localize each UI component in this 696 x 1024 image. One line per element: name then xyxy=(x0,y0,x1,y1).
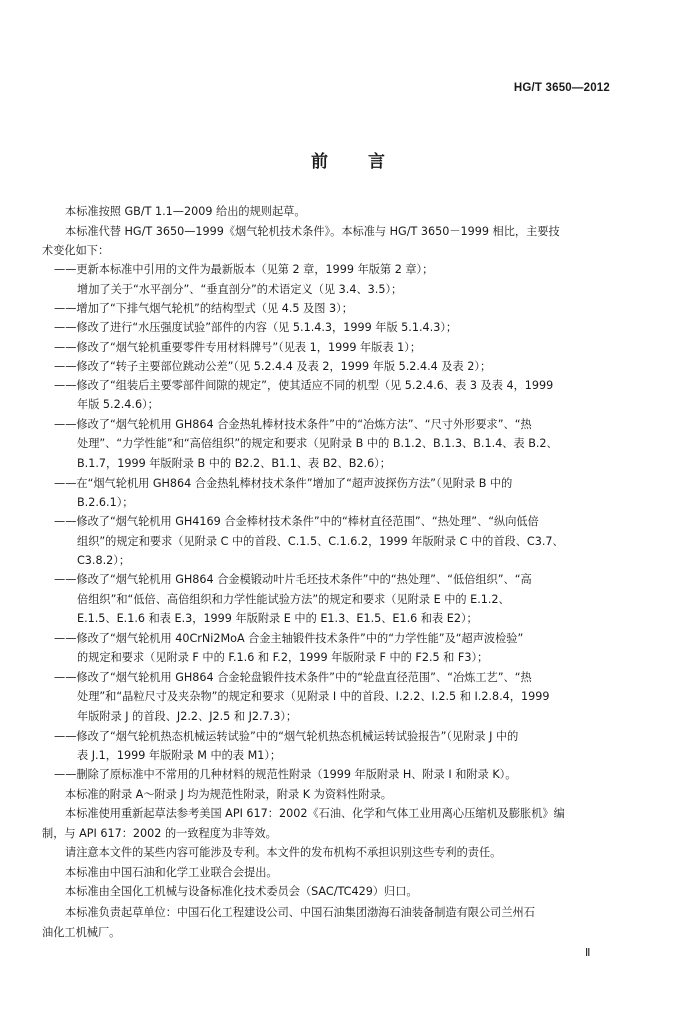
title-char-1: 前 xyxy=(311,152,328,172)
list-item-cont: C3.8.2）； xyxy=(77,554,131,567)
page-title xyxy=(0,147,696,172)
title-char-2: 言 xyxy=(368,152,385,172)
text-line: 本标准由全国化工机械与设备标准化技术委员会（SAC/TC429）归口。 xyxy=(65,885,418,898)
list-item: ——修改了“组装后主要零部件间隙的规定”，使其适应不同的机型（见 5.2.4.6、表 3 及表 4，1999 xyxy=(54,379,554,392)
text-line: 本标准由中国石油和化学工业联合会提出。 xyxy=(65,866,278,879)
list-item: ——修改了“烟气轮机热态机械运转试验”中的“烟气轮机热态机械运转试验报告”（见附录 J 中的 xyxy=(54,730,519,743)
list-item-cont: E.1.5、E.1.6 和表 E.3，1999 年版附录 E 中的 E1.3、E1.5、E1.6 和表 E2）； xyxy=(77,612,478,625)
list-item: ——更新本标准中引用的文件为最新版本（见第 2 章，1999 年版第 2 章）； xyxy=(54,263,434,276)
page-number: Ⅱ xyxy=(585,947,591,959)
list-item-cont: 处理”和“晶粒尺寸及夹杂物”的规定和要求（见附录 I 中的首段、I.2.2、I.2.5 和 I.2.8.4，1999 xyxy=(77,690,550,703)
list-item-cont: 的规定和要求（见附录 F 中的 F.1.6 和 F.2，1999 年版附录 F 中的 F2.5 和 F3）； xyxy=(77,651,489,664)
list-item-cont: B.2.6.1）； xyxy=(77,496,134,509)
list-item: ——在“烟气轮机用 GH864 合金热轧棒材技术条件”增加了“超声波探伤方法”（见附录 B 中的 xyxy=(54,477,513,490)
list-item: ——修改了进行“水压强度试验”部件的内容（见 5.1.4.3，1999 年版 5.1.4.3）； xyxy=(54,321,458,334)
list-item-cont: 组织”的规定和要求（见附录 C 中的首段、C.1.5、C.1.6.2，1999 年版附录 C 中的首段、C3.7、 xyxy=(77,535,564,548)
text-line: 制，与 API 617：2002 的一致程度为非等效。 xyxy=(42,827,277,840)
list-item-cont: 倍组织”和“低倍、高倍组织和力学性能试验方法”的规定和要求（见附录 E 中的 E.1.2、 xyxy=(77,593,510,606)
text-line: 本标准按照 GB/T 1.1—2009 给出的规则起草。 xyxy=(65,205,306,218)
list-item: ——修改了“烟气轮机用 GH864 合金热轧棒材技术条件”中的“冶炼方法”、“尺寸外形要求”、“热 xyxy=(54,418,532,431)
text-line: 油化工机械厂。 xyxy=(42,926,121,939)
list-item: 增加了关于“水平剖分”、“垂直剖分”的术语定义（见 3.4、3.5）； xyxy=(77,283,403,296)
text-line: 本标准使用重新起草法参考美国 API 617：2002《石油、化学和气体工业用离心压缩机及膨胀机》编 xyxy=(65,807,565,820)
list-item: ——修改了“烟气轮机用 GH864 合金模锻动叶片毛坯技术条件”中的“热处理”、“低倍组织”、“高 xyxy=(54,573,532,586)
list-item-cont: 年版附录 J 的首段、J2.2、J2.5 和 J2.7.3）； xyxy=(77,710,298,723)
list-item-cont: 表 J.1，1999 年版附录 M 中的表 M1）； xyxy=(77,749,282,762)
list-item: ——修改了“转子主要部位跳动公差”（见 5.2.4.4 及表 2，1999 年版 5.2.4.4 及表 2）； xyxy=(54,360,492,373)
standard-number: HG/T 3650—2012 xyxy=(513,82,610,94)
list-item-cont: 处理”、“力学性能”和“高倍组织”的规定和要求（见附录 B 中的 B.1.2、B.1.3、B.1.4、表 B.2、 xyxy=(77,437,558,450)
text-line: 请注意本文件的某些内容可能涉及专利。本文件的发布机构不承担识别这些专利的责任。 xyxy=(65,846,502,859)
text-line: 本标准代替 HG/T 3650—1999《烟气轮机技术条件》。本标准与 HG/T 3650－1999 相比，主要技 xyxy=(65,225,560,238)
list-item: ——修改了“烟气轮机用 GH4169 合金棒材技术条件”中的“棒材直径范围”、“热处理”、“纵向低倍 xyxy=(54,515,539,528)
list-item-cont: 年版 5.2.4.6）； xyxy=(77,398,159,411)
list-item: ——增加了“下排气烟气轮机”的结构型式（见 4.5 及图 3）； xyxy=(54,302,353,315)
text-line: 本标准的附录 A～附录 J 均为规范性附录，附录 K 为资料性附录。 xyxy=(65,788,392,801)
list-item: ——修改了“烟气轮机用 GH864 合金轮盘锻件技术条件”中的“轮盘直径范围”、“冶炼工艺”、“热 xyxy=(54,671,532,684)
list-item: ——修改了“烟气轮机重要零件专用材料牌号”（见表 1，1999 年版表 1）； xyxy=(54,341,422,354)
text-line: 本标准负责起草单位：中国石化工程建设公司、中国石油集团渤海石油装备制造有限公司兰州石 xyxy=(65,906,535,919)
list-item-cont: B.1.7，1999 年版附录 B 中的 B2.2、B1.1、表 B2、B2.6）； xyxy=(77,457,391,470)
list-item: ——删除了原标准中不常用的几种材料的规范性附录（1999 年版附录 H、附录 I 和附录 K）。 xyxy=(54,768,517,781)
list-item: ——修改了“烟气轮机用 40CrNi2MoA 合金主轴锻件技术条件”中的“力学性能”及“超声波检验” xyxy=(54,632,524,645)
text-line: 术变化如下： xyxy=(42,244,110,257)
